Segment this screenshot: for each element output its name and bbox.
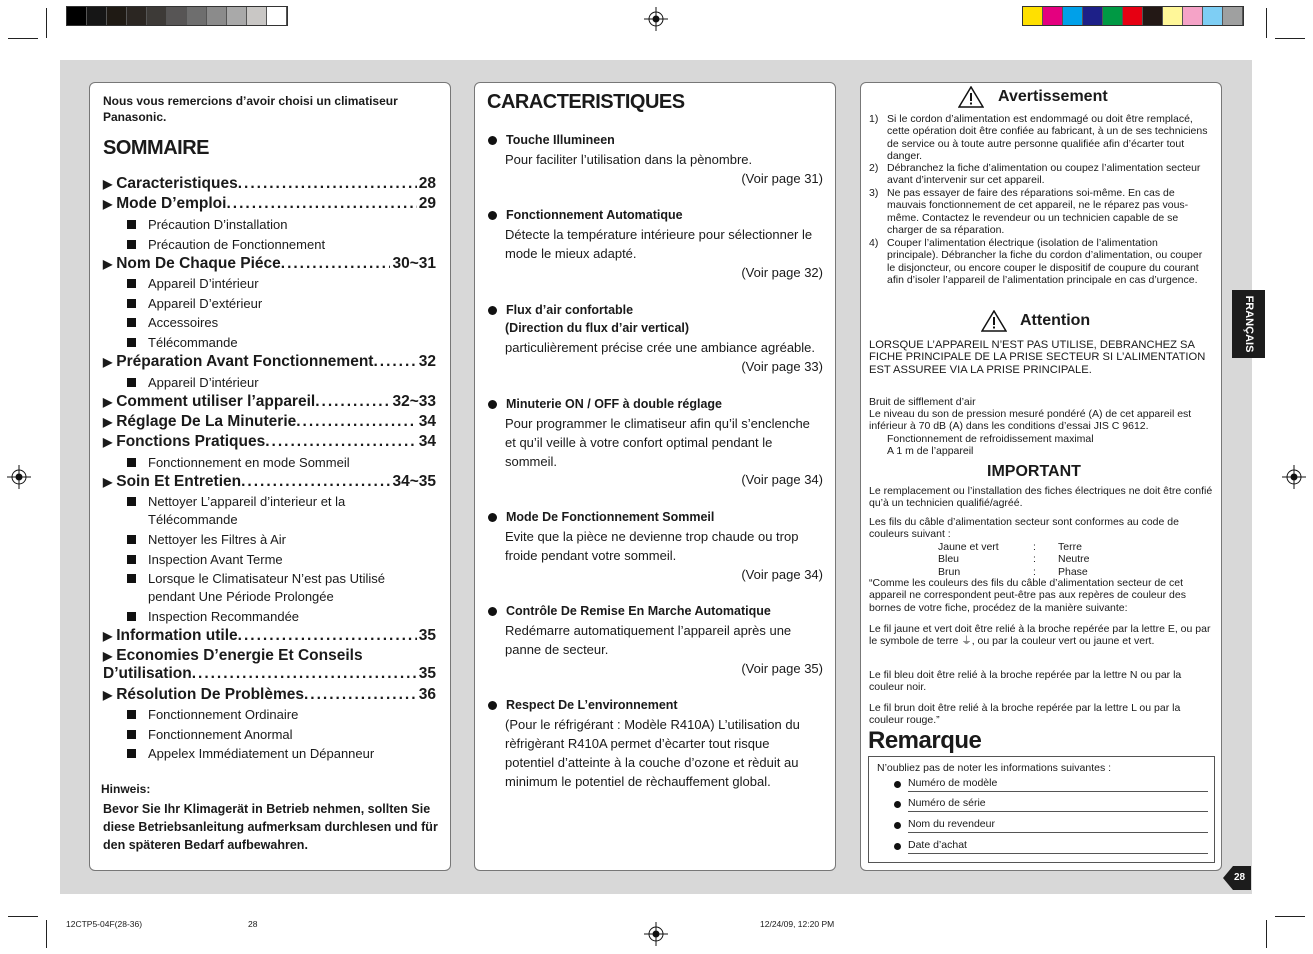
toc-subentry <box>127 531 427 549</box>
warning-number: 4) <box>869 237 879 249</box>
toc-entry <box>103 353 436 371</box>
bruit-title: Bruit de sifflement d’air <box>869 396 976 408</box>
leader-dots <box>281 255 391 273</box>
toc-page: 30~31 <box>392 255 436 272</box>
voir-page-link: (Voir page 35) <box>741 661 823 676</box>
toc-entry-label: Soin Et Entretien <box>116 473 242 490</box>
toc-subentry-label: Nettoyer L’appareil d’interieur et la Télécommande <box>148 494 346 527</box>
important-text-4: Le fil jaune et vert doit être relié à la broche repérée par la lettre E, ou par le symbole de terre ⏚, ou par la couleur vert ou jaune et vert. <box>869 623 1211 648</box>
toc-entry-label: Caracteristiques <box>116 175 238 192</box>
toc-entry <box>103 647 436 665</box>
process-color-bar <box>1022 6 1244 26</box>
color-swatch <box>1123 7 1143 25</box>
square-bullet-icon <box>127 318 136 327</box>
crop-mark <box>1266 920 1267 948</box>
toc-subentry <box>127 275 427 293</box>
crop-mark <box>8 38 38 39</box>
crop-mark <box>1266 8 1267 38</box>
bruit-text: Le niveau du son de pression mesuré pondéré (A) de cet appareil est inférieur à 70 dB (A) dans les conditions d’essai JIS C 9612. <box>869 408 1192 433</box>
feature-title-text: Respect De L’environnement <box>506 698 678 712</box>
toc-page: 28 <box>418 175 436 192</box>
wire-separator: : <box>1033 553 1036 566</box>
bullet-icon <box>488 136 497 145</box>
warning-number: 2) <box>869 162 879 174</box>
feature-description: Evite que la pièce ne devienne trop chaude ou trop froide pendant votre sommeil. <box>505 529 799 563</box>
bullet-icon <box>488 513 497 522</box>
feature-title <box>488 510 714 524</box>
toc-entry-label: D’utilisation <box>103 665 192 682</box>
feature-title <box>488 208 683 222</box>
color-swatch <box>207 7 227 25</box>
toc-subentry <box>127 314 427 332</box>
color-swatch <box>1023 7 1043 25</box>
feature-title <box>488 133 615 147</box>
voir-page-link: (Voir page 34) <box>741 567 823 582</box>
arrow-icon: ▶ <box>103 475 113 489</box>
toc-entry <box>103 686 436 704</box>
crop-mark <box>46 8 47 38</box>
toc-entry-label: Réglage De La Minuterie <box>116 413 297 430</box>
square-bullet-icon <box>127 279 136 288</box>
remarque-field: Date d’achat <box>908 839 1208 854</box>
toc-entry-label: Economies D’energie Et Conseils <box>116 647 363 664</box>
important-text-5: Le fil bleu doit être relié à la broche repérée par la lettre N ou par la couleur noir. <box>869 669 1182 694</box>
toc-entry-label: Résolution De Problèmes <box>116 686 304 703</box>
toc-subentry <box>127 236 427 254</box>
leader-dots <box>241 473 390 491</box>
warning-number: 1) <box>869 113 879 125</box>
voir-page-link: (Voir page 31) <box>741 171 823 186</box>
toc-entry-label: Comment utiliser l’appareil <box>116 393 316 410</box>
important-text-3: “Comme les couleurs des fils du câble d’alimentation secteur de cet appareil ne correspondent peut-être pas aux repères de couleur des bornes de votre fiche, procédez de la manière suivante: <box>869 577 1186 614</box>
feature-title-text: Fonctionnement Automatique <box>506 208 683 222</box>
bruit-sub2: A 1 m de l’appareil <box>887 445 974 457</box>
feature-description: Pour programmer le climatiseur afin qu’il s’enclenche et qu’il veille à votre confort optimal pendant le sommeil. <box>505 416 810 469</box>
toc-subentry <box>127 334 427 352</box>
leader-dots <box>315 393 390 411</box>
bullet-icon <box>488 211 497 220</box>
toc-subentry <box>127 706 427 724</box>
feature-description: particulièrement précise crée une ambiance agréable. <box>505 340 816 355</box>
toc-entry <box>103 175 436 193</box>
toc-subentry-label: Précaution D’installation <box>148 217 288 232</box>
square-bullet-icon <box>127 730 136 739</box>
feature-title <box>488 397 722 411</box>
remarque-intro: N’oubliez pas de noter les informations suivantes : <box>877 762 1112 774</box>
warning-text: Si le cordon d’alimentation est endommagé ou doit être remplacé, cette opération doit être confiée au fabricant, à un de ses techniciens de service ou à toute autre personne qualifiée afin d’écarter tout danger. <box>887 113 1208 162</box>
attention-text: LORSQUE L’APPAREIL N’EST PAS UTILISE, DEBRANCHEZ SA FICHE PRINCIPALE DE LA PRISE SECTEUR SI L’ALIMENTATION EST ASSUREE VIA LA PRISE PRINCIPALE. <box>869 339 1206 376</box>
important-text-6: Le fil brun doit être relié à la broche repérée par la lettre L ou par la couleur rouge.” <box>869 702 1181 727</box>
toc-page: 32~33 <box>392 393 436 410</box>
important-title: IMPORTANT <box>987 463 1081 480</box>
color-swatch <box>247 7 267 25</box>
toc-subentry-label: Fonctionnement Anormal <box>148 727 293 742</box>
toc-subentry <box>127 726 427 744</box>
warning-number: 3) <box>869 187 879 199</box>
arrow-icon: ▶ <box>103 649 113 663</box>
leader-dots <box>373 353 416 371</box>
color-swatch <box>1143 7 1163 25</box>
square-bullet-icon <box>127 555 136 564</box>
warning-triangle-icon <box>981 310 1007 332</box>
color-swatch <box>1063 7 1083 25</box>
warning-text: Ne pas essayer de faire des réparations soi-même. En cas de mauvais fonctionnement de cet appareil, ne le réparez pas vous-même. Contactez le revendeur ou un technicien capable de se charger de sa réparation. <box>887 187 1189 236</box>
color-swatch <box>1183 7 1203 25</box>
remarque-field: Numéro de série <box>908 797 1208 812</box>
square-bullet-icon <box>127 749 136 758</box>
leader-dots <box>226 195 416 213</box>
toc-entry <box>103 433 436 451</box>
color-swatch <box>1223 7 1243 25</box>
wire-function: Phase <box>1058 565 1088 578</box>
toc-subentry-label: Fonctionnement en mode Sommeil <box>148 455 350 470</box>
crop-mark <box>8 916 38 917</box>
registration-mark-icon <box>1282 465 1306 489</box>
toc-subentry <box>127 493 397 529</box>
toc-page: 36 <box>418 686 436 703</box>
feature-title-text: Flux d’air confortable <box>506 303 634 317</box>
remarque-title: Remarque <box>868 727 982 754</box>
voir-page-link: (Voir page 34) <box>741 472 823 487</box>
toc-subentry <box>127 745 427 763</box>
toc-subentry-label: Télécommande <box>148 335 238 350</box>
toc-subentry <box>127 295 427 313</box>
feature-description: Détecte la température intérieure pour sélectionner le mode le mieux adapté. <box>505 227 813 261</box>
hinweis-text: Bevor Sie Ihr Klimagerät in Betrieb nehmen, sollten Sie diese Betriebsanleitung aufmerksam durchlesen und für den späteren Bedarf aufbewahren. <box>103 802 438 852</box>
toc-page: 34~35 <box>392 473 436 490</box>
color-swatch <box>227 7 247 25</box>
feature-title <box>488 698 678 712</box>
language-tab <box>1232 290 1265 358</box>
color-swatch <box>1203 7 1223 25</box>
toc-page: 35 <box>418 627 436 644</box>
square-bullet-icon <box>127 338 136 347</box>
bullet-icon <box>488 400 497 409</box>
toc-entry <box>103 255 436 273</box>
arrow-icon: ▶ <box>103 435 113 449</box>
toc-subentry-label: Accessoires <box>148 315 219 330</box>
hinweis-title: Hinweis: <box>101 782 151 796</box>
important-text-1: Le remplacement ou l’installation des fiches électriques ne doit être confié qu’à un technicien qualifié/agréé. <box>869 485 1213 510</box>
feature-description: Redémarre automatiquement l’appareil après une panne de secteur. <box>505 623 792 657</box>
toc-page: 29 <box>418 195 436 212</box>
feature-title <box>488 604 771 618</box>
feature-title <box>488 303 633 317</box>
toc-subentry-label: Inspection Recommandée <box>148 609 300 624</box>
wire-color: Jaune et vert <box>938 541 999 553</box>
toc-subentry <box>127 551 427 569</box>
caracteristiques-heading: CARACTERISTIQUES <box>487 91 685 113</box>
toc-entry <box>103 665 436 683</box>
color-swatch <box>1043 7 1063 25</box>
voir-page-link: (Voir page 33) <box>741 359 823 374</box>
leader-dots <box>304 686 417 704</box>
color-swatch <box>147 7 167 25</box>
color-swatch <box>167 7 187 25</box>
avertissement-header <box>958 86 1108 108</box>
color-swatch <box>87 7 107 25</box>
important-text-2: Les fils du câble d’alimentation secteur sont conformes au code de couleurs suivant : <box>869 516 1179 541</box>
page-number-badge <box>1223 866 1251 890</box>
toc-subentry-label: Appareil D’extérieur <box>148 296 263 311</box>
registration-mark-icon <box>644 7 668 31</box>
registration-mark-icon <box>644 922 668 946</box>
toc-subentry-label: Appareil D’intérieur <box>148 375 259 390</box>
feature-description: (Pour le réfrigérant : Modèle R410A) L’utilisation du rèfrigèrant R410A permet d’ècarter tout risque potentiel d’atteinte à la couche d’ozone et rèduit au minimum le potentiel de rèchauffement global. <box>505 717 800 789</box>
square-bullet-icon <box>127 710 136 719</box>
leader-dots <box>238 175 417 193</box>
wire-separator: : <box>1033 541 1036 553</box>
leader-dots <box>265 433 417 451</box>
square-bullet-icon <box>127 240 136 249</box>
square-bullet-icon <box>127 497 136 506</box>
arrow-icon: ▶ <box>103 177 113 191</box>
color-swatch <box>107 7 127 25</box>
crop-mark <box>1275 916 1305 917</box>
toc-entry-label: Fonctions Pratiques <box>116 433 266 450</box>
square-bullet-icon <box>127 535 136 544</box>
toc-subentry <box>127 608 427 626</box>
color-swatch <box>1083 7 1103 25</box>
toc-entry-label: Information utile <box>116 627 238 644</box>
color-swatch <box>1163 7 1183 25</box>
page-number: 28 <box>1234 872 1246 883</box>
color-swatch <box>67 7 87 25</box>
crop-mark <box>1275 38 1305 39</box>
toc-entry-label: Préparation Avant Fonctionnement <box>116 353 374 370</box>
intro-text: Nous vous remercions d’avoir choisi un climatiseur Panasonic. <box>103 94 398 124</box>
bruit-sub1: Fonctionnement de refroidissement maximal <box>887 433 1094 445</box>
square-bullet-icon <box>127 612 136 621</box>
feature-description: Pour faciliter l’utilisation dans la pènombre. <box>505 152 753 167</box>
toc-subentry <box>127 216 427 234</box>
toc-page: 35 <box>418 665 436 682</box>
warning-triangle-icon <box>958 86 984 108</box>
arrow-icon: ▶ <box>103 629 113 643</box>
attention-title: Attention <box>1020 312 1091 329</box>
registration-mark-icon <box>7 465 31 489</box>
footer-page: 28 <box>248 919 258 929</box>
feature-subtitle: (Direction du flux d’air vertical) <box>505 321 690 335</box>
remarque-field: Numéro de modèle <box>908 777 1208 792</box>
leader-dots <box>296 413 417 431</box>
avertissement-title: Avertissement <box>998 88 1108 105</box>
bullet-icon <box>488 607 497 616</box>
arrow-icon: ▶ <box>103 197 113 211</box>
wire-function: Terre <box>1058 541 1082 553</box>
toc-subentry-label: Inspection Avant Terme <box>148 552 283 567</box>
bullet-icon <box>488 306 497 315</box>
square-bullet-icon <box>127 378 136 387</box>
color-swatch <box>267 7 287 25</box>
leader-dots <box>238 627 417 645</box>
wire-color: Bleu <box>938 553 960 566</box>
toc-subentry-label: Lorsque le Climatisateur N’est pas Utilisé pendant Une Période Prolongée <box>148 571 385 604</box>
warning-text: Couper l’alimentation électrique (isolation de l’alimentation principale). Débrancher la fiche du cordon d’alimentation, ou couper le disjoncteur, ou encore couper le dispositif de coupure du courant afin d’isoler l’appareil de l’alimentation principale en cas d’urgence. <box>887 237 1203 286</box>
wire-separator: : <box>1033 565 1036 578</box>
color-swatch <box>1103 7 1123 25</box>
toc-subentry-label: Appareil D’intérieur <box>148 276 259 291</box>
crop-mark <box>46 920 47 948</box>
arrow-icon: ▶ <box>103 415 113 429</box>
voir-page-link: (Voir page 32) <box>741 265 823 280</box>
arrow-icon: ▶ <box>103 257 113 271</box>
language-tab-label: FRANÇAIS <box>1242 295 1255 353</box>
arrow-icon: ▶ <box>103 688 113 702</box>
toc-page: 34 <box>418 413 436 430</box>
toc-subentry-label: Appelex Immédiatement un Dépanneur <box>148 746 375 761</box>
bullet-icon <box>894 781 901 788</box>
toc-page: 34 <box>418 433 436 450</box>
bullet-icon <box>894 801 901 808</box>
toc-entry-label: Nom De Chaque Piéce <box>116 255 281 272</box>
toc-subentry-label: Précaution de Fonctionnement <box>148 237 326 252</box>
feature-title-text: Touche Illumineen <box>506 133 615 147</box>
toc-subentry-label: Nettoyer les Filtres à Air <box>148 532 286 547</box>
arrow-icon: ▶ <box>103 395 113 409</box>
square-bullet-icon <box>127 220 136 229</box>
footer-date: 12/24/09, 12:20 PM <box>760 919 835 929</box>
arrow-icon: ▶ <box>103 355 113 369</box>
toc-subentry <box>127 454 427 472</box>
wire-function: Neutre <box>1058 553 1090 566</box>
attention-header <box>981 310 1090 332</box>
square-bullet-icon <box>127 299 136 308</box>
sommaire-heading: SOMMAIRE <box>103 137 209 159</box>
warning-text: Débranchez la fiche d’alimentation ou coupez l’alimentation secteur avant d’intervenir sur cet appareil. <box>887 162 1201 187</box>
feature-title-text: Minuterie ON / OFF à double réglage <box>506 397 722 411</box>
feature-title-text: Mode De Fonctionnement Sommeil <box>506 510 715 524</box>
toc-subentry <box>127 570 397 606</box>
toc-page: 32 <box>418 353 436 370</box>
toc-subentry <box>127 374 427 392</box>
bullet-icon <box>894 822 901 829</box>
color-swatch <box>187 7 207 25</box>
wire-color: Brun <box>938 565 961 578</box>
remarque-field: Nom du revendeur <box>908 818 1208 833</box>
toc-entry-label: Mode D’emploi <box>116 195 227 212</box>
toc-entry <box>103 413 436 431</box>
bullet-icon <box>488 701 497 710</box>
toc-subentry-label: Fonctionnement Ordinaire <box>148 707 299 722</box>
toc-entry <box>103 195 436 213</box>
toc-entry <box>103 627 436 645</box>
toc-entry <box>103 473 436 491</box>
color-swatch <box>127 7 147 25</box>
grayscale-color-bar <box>66 6 288 26</box>
feature-title-text: Contrôle De Remise En Marche Automatique <box>506 604 771 618</box>
toc-entry <box>103 393 436 411</box>
footer-code: 12CTP5-04F(28-36) <box>66 919 143 929</box>
bullet-icon <box>894 843 901 850</box>
leader-dots <box>192 665 417 683</box>
square-bullet-icon <box>127 458 136 467</box>
square-bullet-icon <box>127 574 136 583</box>
